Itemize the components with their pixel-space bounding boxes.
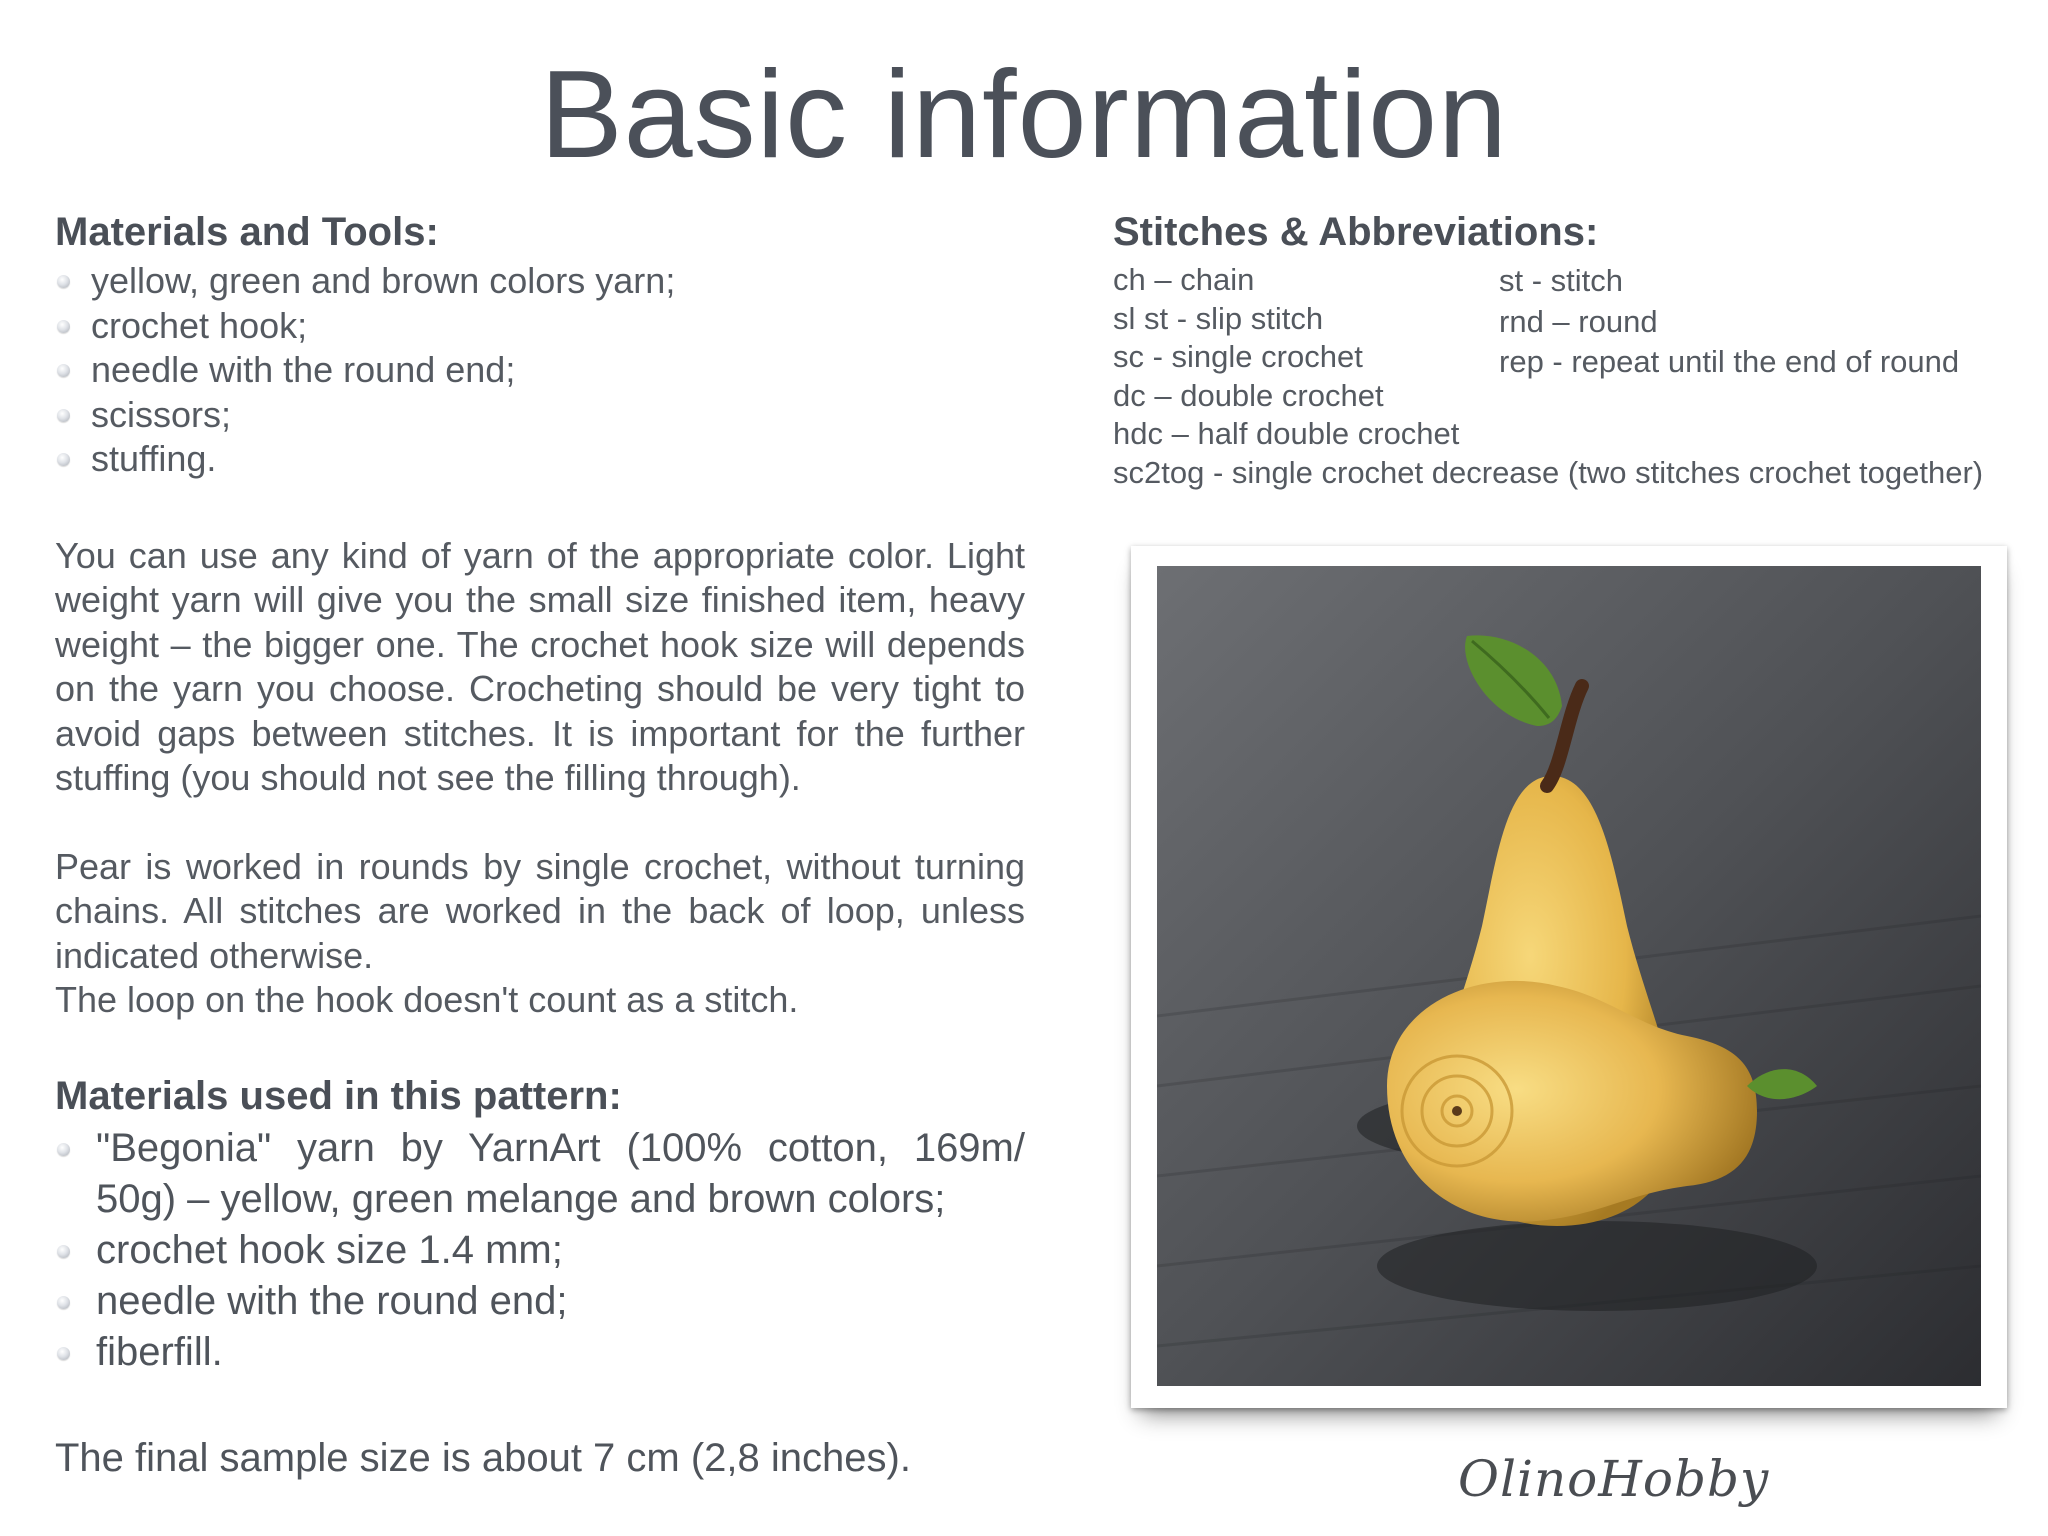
left-column bbox=[55, 205, 1025, 1481]
bullet-icon bbox=[57, 1245, 70, 1258]
bullet-icon bbox=[57, 1347, 70, 1360]
list-item: scissors; bbox=[55, 393, 1025, 438]
list-item: "Begonia" yarn by YarnArt (100% cotton, 169m/ 50g) – yellow, green melange and brown colors; bbox=[55, 1123, 1025, 1225]
list-item: crochet hook; bbox=[55, 304, 1025, 349]
materials-used-list bbox=[55, 1123, 1025, 1378]
bullet-icon bbox=[57, 453, 70, 466]
materials-tools-list bbox=[55, 259, 1025, 482]
final-size-text: The final sample size is about 7 cm (2,8 inches). bbox=[55, 1435, 911, 1480]
list-item: needle with the round end; bbox=[55, 348, 1025, 393]
list-item: stuffing. bbox=[55, 437, 1025, 482]
list-item: yellow, green and brown colors yarn; bbox=[55, 259, 1025, 304]
bullet-icon bbox=[57, 1296, 70, 1309]
photo-frame bbox=[1131, 546, 2007, 1408]
bullet-icon bbox=[57, 320, 70, 333]
abbreviation-item: rep - repeat until the end of round bbox=[1499, 344, 1960, 379]
abbreviation-item: dc – double crochet bbox=[1113, 377, 1384, 413]
abbreviation-item: rnd – round bbox=[1499, 303, 1658, 339]
pear-illustration bbox=[1157, 566, 1981, 1386]
page-title: Basic information bbox=[539, 46, 1509, 184]
right-column bbox=[1113, 205, 2033, 490]
abbreviations-heading: Stitches & Abbreviations: bbox=[1113, 210, 1599, 254]
abbreviation-item: ch – chain bbox=[1113, 262, 1255, 297]
abbreviation-item: st - stitch bbox=[1499, 263, 1624, 298]
list-item: needle with the round end; bbox=[55, 1276, 1025, 1327]
abbreviation-item: sl st - slip stitch bbox=[1113, 300, 1324, 336]
materials-tools-heading: Materials and Tools: bbox=[55, 210, 439, 254]
bullet-icon bbox=[57, 1143, 70, 1156]
rounds-paragraph: Pear is worked in rounds by single crochet, without turning chains. All stitches are worked in the back of loop, unless indicated otherwise. bbox=[55, 845, 1025, 976]
list-item: fiberfill. bbox=[55, 1327, 1025, 1378]
list-item: crochet hook size 1.4 mm; bbox=[55, 1225, 1025, 1276]
bullet-icon bbox=[57, 364, 70, 377]
abbreviation-item: sc - single crochet bbox=[1113, 339, 1363, 374]
yarn-paragraph: You can use any kind of yarn of the appropriate color. Light weight yarn will give you the small size finished item, heavy weight – the bigger one. The crochet hook size will depends on the yarn you choose. Crocheting should be very tight to avoid gaps between stitches. It is important for the further stuffing (you should not see the filling through). bbox=[55, 534, 1025, 798]
olinohobby-logo: OlinoHobby bbox=[1458, 1450, 1770, 1508]
abbreviations-column-2 bbox=[1499, 261, 1959, 383]
bullet-icon bbox=[57, 275, 70, 288]
loop-paragraph: The loop on the hook doesn't count as a stitch. bbox=[55, 979, 799, 1020]
pear-photo bbox=[1157, 566, 1981, 1386]
materials-used-heading: Materials used in this pattern: bbox=[55, 1073, 622, 1118]
abbreviation-item: hdc – half double crochet bbox=[1113, 416, 1460, 451]
bullet-icon bbox=[57, 409, 70, 422]
abbreviation-item: sc2tog - single crochet decrease (two stitches crochet together) bbox=[1113, 454, 1984, 490]
